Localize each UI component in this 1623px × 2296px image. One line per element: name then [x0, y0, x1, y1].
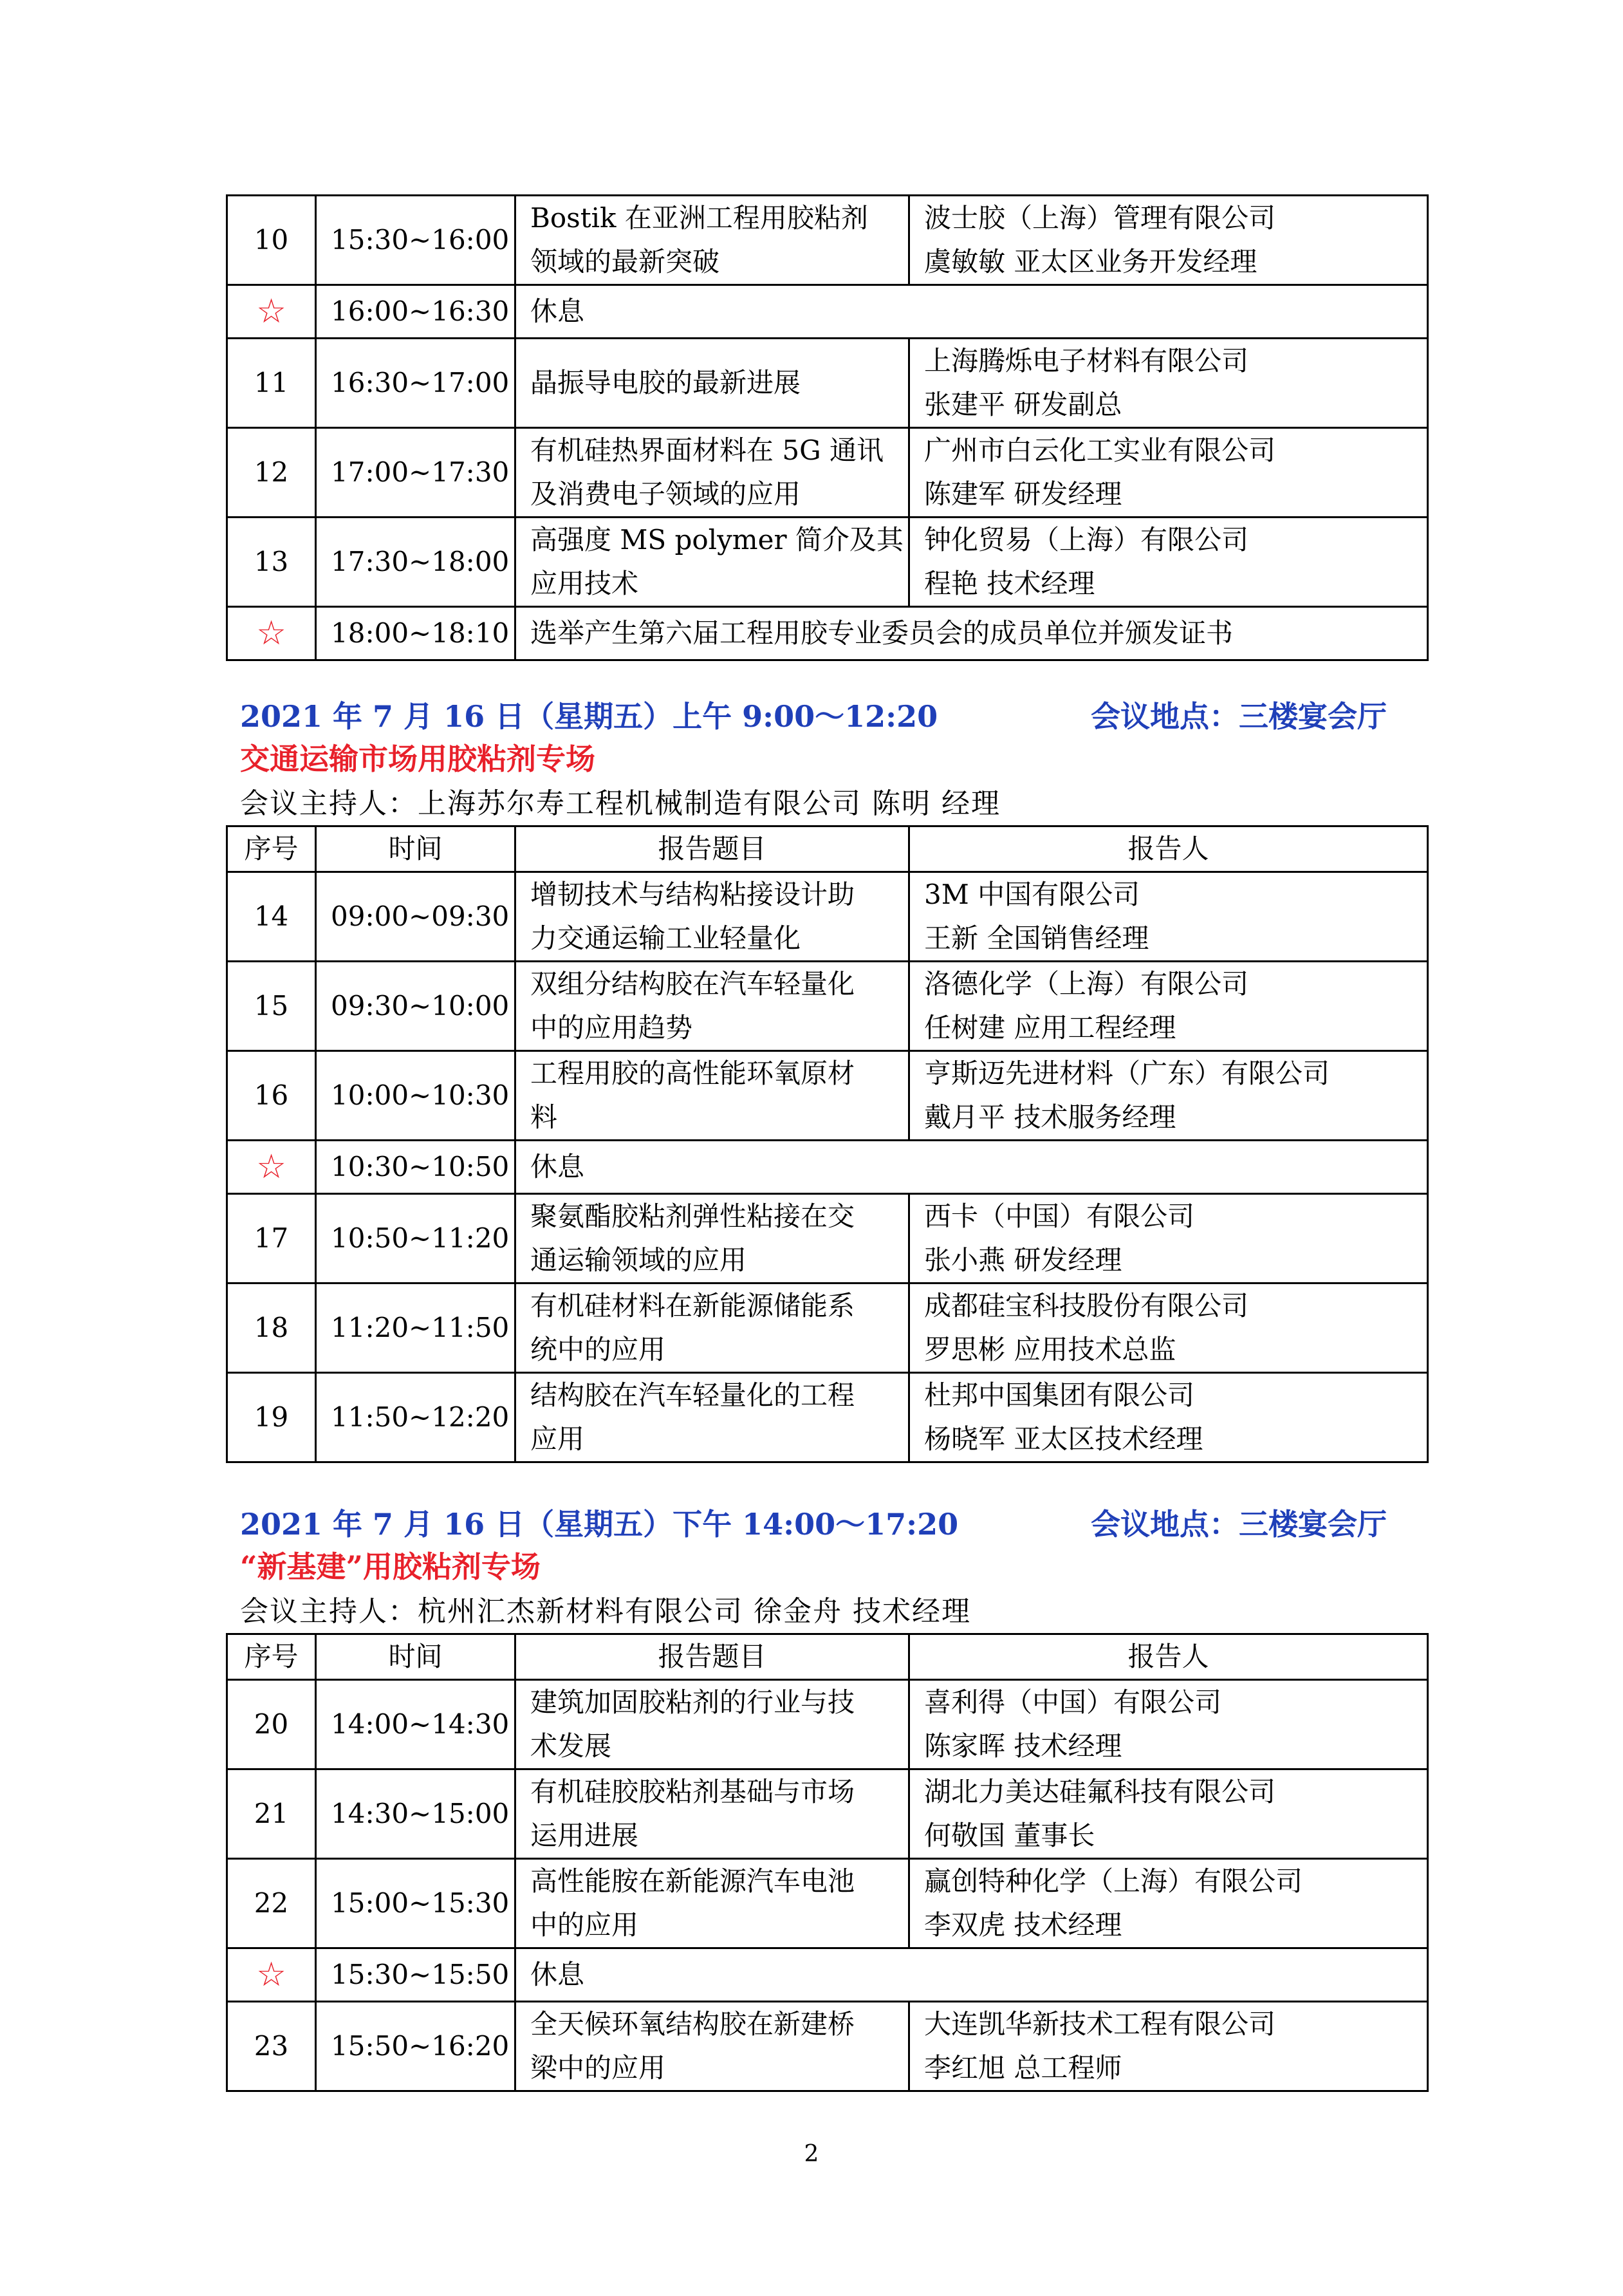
speaker-line: 杨晓军 亚太区技术经理 [924, 1423, 1203, 1455]
table-row [227, 339, 1428, 428]
speaker [909, 1194, 1428, 1283]
session-topic: 交通运输市场用胶粘剂专场 [240, 742, 595, 776]
speaker-line: 杜邦中国集团有限公司 [924, 1379, 1195, 1411]
talk-number: 19 [227, 1373, 316, 1462]
speaker-line: 程艳 技术经理 [924, 568, 1095, 599]
talk-title [515, 428, 909, 518]
header-speaker: 报告人 [909, 1634, 1428, 1680]
table-row [227, 1283, 1428, 1373]
talk-title-line: 运用进展 [530, 1820, 639, 1851]
header-title: 报告题目 [515, 826, 909, 872]
talk-title [515, 1051, 909, 1141]
talk-title-line: 梁中的应用 [530, 2052, 666, 2084]
table-row [227, 962, 1428, 1051]
talk-title-line: 术发展 [530, 1730, 612, 1762]
speaker-line: 波士胶（上海）管理有限公司 [924, 202, 1276, 234]
break-star-icon: ☆ [227, 607, 316, 660]
speaker-line: 成都硅宝科技股份有限公司 [924, 1290, 1249, 1321]
talk-title-line: 有机硅热界面材料在 5G 通讯 [530, 434, 884, 466]
page-number: 2 [804, 2141, 819, 2167]
break-row [227, 1141, 1428, 1194]
talk-number: 18 [227, 1283, 316, 1373]
session-time: 14:00~14:30 [316, 1680, 515, 1769]
break-label [515, 1141, 1428, 1194]
speaker [909, 872, 1428, 962]
speaker-line: 喜利得（中国）有限公司 [924, 1686, 1222, 1718]
table-row [227, 428, 1428, 518]
header-time: 时间 [316, 826, 515, 872]
session-venue: 会议地点：三楼宴会厅 [1091, 699, 1387, 734]
header-time: 时间 [316, 1634, 515, 1680]
break-row [227, 285, 1428, 339]
talk-title-line: 有机硅材料在新能源储能系 [530, 1290, 855, 1321]
session-time: 09:00~09:30 [316, 872, 515, 962]
break-label [515, 607, 1428, 660]
session-time: 15:30~16:00 [316, 196, 515, 285]
session-time: 11:50~12:20 [316, 1373, 515, 1462]
break-label-line: 休息 [530, 1959, 585, 1990]
speaker [909, 518, 1428, 607]
session-time: 17:00~17:30 [316, 428, 515, 518]
session-topic: “新基建”用胶粘剂专场 [240, 1549, 541, 1584]
break-star-icon: ☆ [227, 1948, 316, 2002]
talk-title-line: 高性能胺在新能源汽车电池 [530, 1865, 855, 1897]
talk-title-line: 结构胶在汽车轻量化的工程 [530, 1379, 855, 1411]
speaker-line: 张小燕 研发经理 [924, 1244, 1122, 1276]
talk-title [515, 872, 909, 962]
speaker-line: 西卡（中国）有限公司 [924, 1200, 1195, 1232]
talk-number: 21 [227, 1769, 316, 1859]
table-row [227, 518, 1428, 607]
talk-title-line: 有机硅胶胶粘剂基础与市场 [530, 1776, 855, 1807]
break-star-icon: ☆ [227, 1141, 316, 1194]
session-date: 2021 年 7 月 16 日（星期五）上午 9:00～12:20 [240, 699, 938, 734]
speaker-line: 张建平 研发副总 [924, 389, 1122, 420]
speaker-line: 赢创特种化学（上海）有限公司 [924, 1865, 1303, 1897]
speaker-line: 戴月平 技术服务经理 [924, 1101, 1176, 1133]
table-row [227, 1051, 1428, 1141]
talk-title-line: 力交通运输工业轻量化 [530, 922, 801, 954]
talk-title [515, 2002, 909, 2091]
talk-title-line: 高强度 MS polymer 简介及其 [530, 524, 904, 555]
session-transport [226, 695, 1427, 1463]
talk-title-line: 及消费电子领域的应用 [530, 478, 801, 510]
talk-number: 10 [227, 196, 316, 285]
break-label-line: 选举产生第六届工程用胶专业委员会的成员单位并颁发证书 [530, 617, 1234, 649]
speaker [909, 1373, 1428, 1462]
session-time: 09:30~10:00 [316, 962, 515, 1051]
session-date: 2021 年 7 月 16 日（星期五）下午 14:00～17:20 [240, 1507, 959, 1542]
talk-title-line: 领域的最新突破 [530, 246, 720, 277]
talk-number: 11 [227, 339, 316, 428]
speaker-line: 洛德化学（上海）有限公司 [924, 968, 1249, 1000]
session-time: 10:30~10:50 [316, 1141, 515, 1194]
talk-title [515, 1680, 909, 1769]
talk-number: 16 [227, 1051, 316, 1141]
talk-number: 14 [227, 872, 316, 962]
talk-title-line: 应用技术 [530, 568, 639, 599]
header-no: 序号 [227, 826, 316, 872]
speaker-line: 广州市白云化工实业有限公司 [924, 434, 1276, 466]
speaker-line: 钟化贸易（上海）有限公司 [924, 524, 1249, 555]
speaker-line: 李双虎 技术经理 [924, 1909, 1122, 1941]
talk-number: 23 [227, 2002, 316, 2091]
speaker [909, 962, 1428, 1051]
break-row [227, 607, 1428, 660]
break-star-icon: ☆ [227, 285, 316, 339]
talk-title-line: 料 [530, 1101, 558, 1133]
session-time: 11:20~11:50 [316, 1283, 515, 1373]
speaker-line: 3M 中国有限公司 [924, 879, 1140, 910]
talk-title [515, 1373, 909, 1462]
session-time: 10:00~10:30 [316, 1051, 515, 1141]
table-row [227, 1859, 1428, 1948]
header-speaker: 报告人 [909, 826, 1428, 872]
talk-title [515, 1769, 909, 1859]
table-row [227, 1680, 1428, 1769]
session-host: 会议主持人：上海苏尔寿工程机械制造有限公司 陈明 经理 [240, 787, 1001, 820]
speaker-line: 罗思彬 应用技术总监 [924, 1334, 1176, 1365]
schedule-table [226, 825, 1429, 1463]
speaker [909, 1680, 1428, 1769]
session-host: 会议主持人：杭州汇杰新材料有限公司 徐金舟 技术经理 [240, 1595, 971, 1628]
talk-title-line: Bostik 在亚洲工程用胶粘剂 [530, 202, 868, 234]
session-time: 15:30~15:50 [316, 1948, 515, 2002]
speaker-line: 陈家晖 技术经理 [924, 1730, 1122, 1762]
speaker-line: 虞敏敏 亚太区业务开发经理 [924, 246, 1257, 277]
speaker [909, 1859, 1428, 1948]
session-time: 15:50~16:20 [316, 2002, 515, 2091]
talk-number: 17 [227, 1194, 316, 1283]
speaker [909, 1283, 1428, 1373]
break-row [227, 1948, 1428, 2002]
talk-title-line: 双组分结构胶在汽车轻量化 [530, 968, 855, 1000]
table-row [227, 2002, 1428, 2091]
session-time: 15:00~15:30 [316, 1859, 515, 1948]
talk-title [515, 518, 909, 607]
schedule-table-continued [226, 194, 1427, 661]
table-row [227, 1373, 1428, 1462]
speaker [909, 1769, 1428, 1859]
table-row [227, 1194, 1428, 1283]
session-time: 10:50~11:20 [316, 1194, 515, 1283]
speaker-line: 亨斯迈先进材料（广东）有限公司 [924, 1058, 1330, 1089]
talk-title-line: 应用 [530, 1423, 585, 1455]
speaker-line: 上海腾烁电子材料有限公司 [924, 345, 1249, 377]
speaker-line: 湖北力美达硅氟科技有限公司 [924, 1776, 1276, 1807]
speaker-line: 陈建军 研发经理 [924, 478, 1122, 510]
break-label-line: 休息 [530, 295, 585, 327]
speaker [909, 2002, 1428, 2091]
talk-title-line: 建筑加固胶粘剂的行业与技 [530, 1686, 855, 1718]
speaker [909, 428, 1428, 518]
session-header [226, 695, 1427, 825]
session-time: 17:30~18:00 [316, 518, 515, 607]
speaker [909, 339, 1428, 428]
header-title: 报告题目 [515, 1634, 909, 1680]
talk-title-line: 统中的应用 [530, 1334, 666, 1365]
talk-number: 20 [227, 1680, 316, 1769]
talk-title [515, 1859, 909, 1948]
talk-title-line: 通运输领域的应用 [530, 1244, 747, 1276]
talk-number: 12 [227, 428, 316, 518]
schedule-table [226, 194, 1429, 661]
speaker-line: 李红旭 总工程师 [924, 2052, 1122, 2084]
talk-title-line: 增韧技术与结构粘接设计助 [530, 879, 855, 910]
speaker-line: 大连凯华新技术工程有限公司 [924, 2008, 1276, 2040]
session-venue: 会议地点：三楼宴会厅 [1091, 1507, 1387, 1542]
session-time: 18:00~18:10 [316, 607, 515, 660]
talk-title-line: 中的应用趋势 [530, 1012, 693, 1043]
talk-title [515, 962, 909, 1051]
talk-title-line: 全天候环氧结构胶在新建桥 [530, 2008, 855, 2040]
speaker [909, 1051, 1428, 1141]
header-no: 序号 [227, 1634, 316, 1680]
speaker [909, 196, 1428, 285]
speaker-line: 王新 全国销售经理 [924, 922, 1149, 954]
talk-title [515, 339, 909, 428]
session-header [226, 1503, 1427, 1633]
session-time: 16:30~17:00 [316, 339, 515, 428]
talk-title-line: 晶振导电胶的最新进展 [530, 367, 801, 398]
session-new-infrastructure [226, 1503, 1427, 2092]
talk-title-line: 工程用胶的高性能环氧原材 [530, 1058, 855, 1089]
talk-title-line: 聚氨酯胶粘剂弹性粘接在交 [530, 1200, 855, 1232]
table-row [227, 196, 1428, 285]
table-row [227, 1769, 1428, 1859]
session-time: 14:30~15:00 [316, 1769, 515, 1859]
table-header-row [227, 826, 1428, 872]
talk-title-line: 中的应用 [530, 1909, 639, 1941]
table-row [227, 872, 1428, 962]
talk-number: 22 [227, 1859, 316, 1948]
schedule-table [226, 1633, 1429, 2092]
break-label-line: 休息 [530, 1151, 585, 1182]
talk-title [515, 1283, 909, 1373]
break-label [515, 1948, 1428, 2002]
break-label [515, 285, 1428, 339]
talk-number: 15 [227, 962, 316, 1051]
table-header-row [227, 1634, 1428, 1680]
speaker-line: 何敬国 董事长 [924, 1820, 1095, 1851]
talk-title [515, 1194, 909, 1283]
speaker-line: 任树建 应用工程经理 [924, 1012, 1176, 1043]
talk-number: 13 [227, 518, 316, 607]
talk-title [515, 196, 909, 285]
session-time: 16:00~16:30 [316, 285, 515, 339]
